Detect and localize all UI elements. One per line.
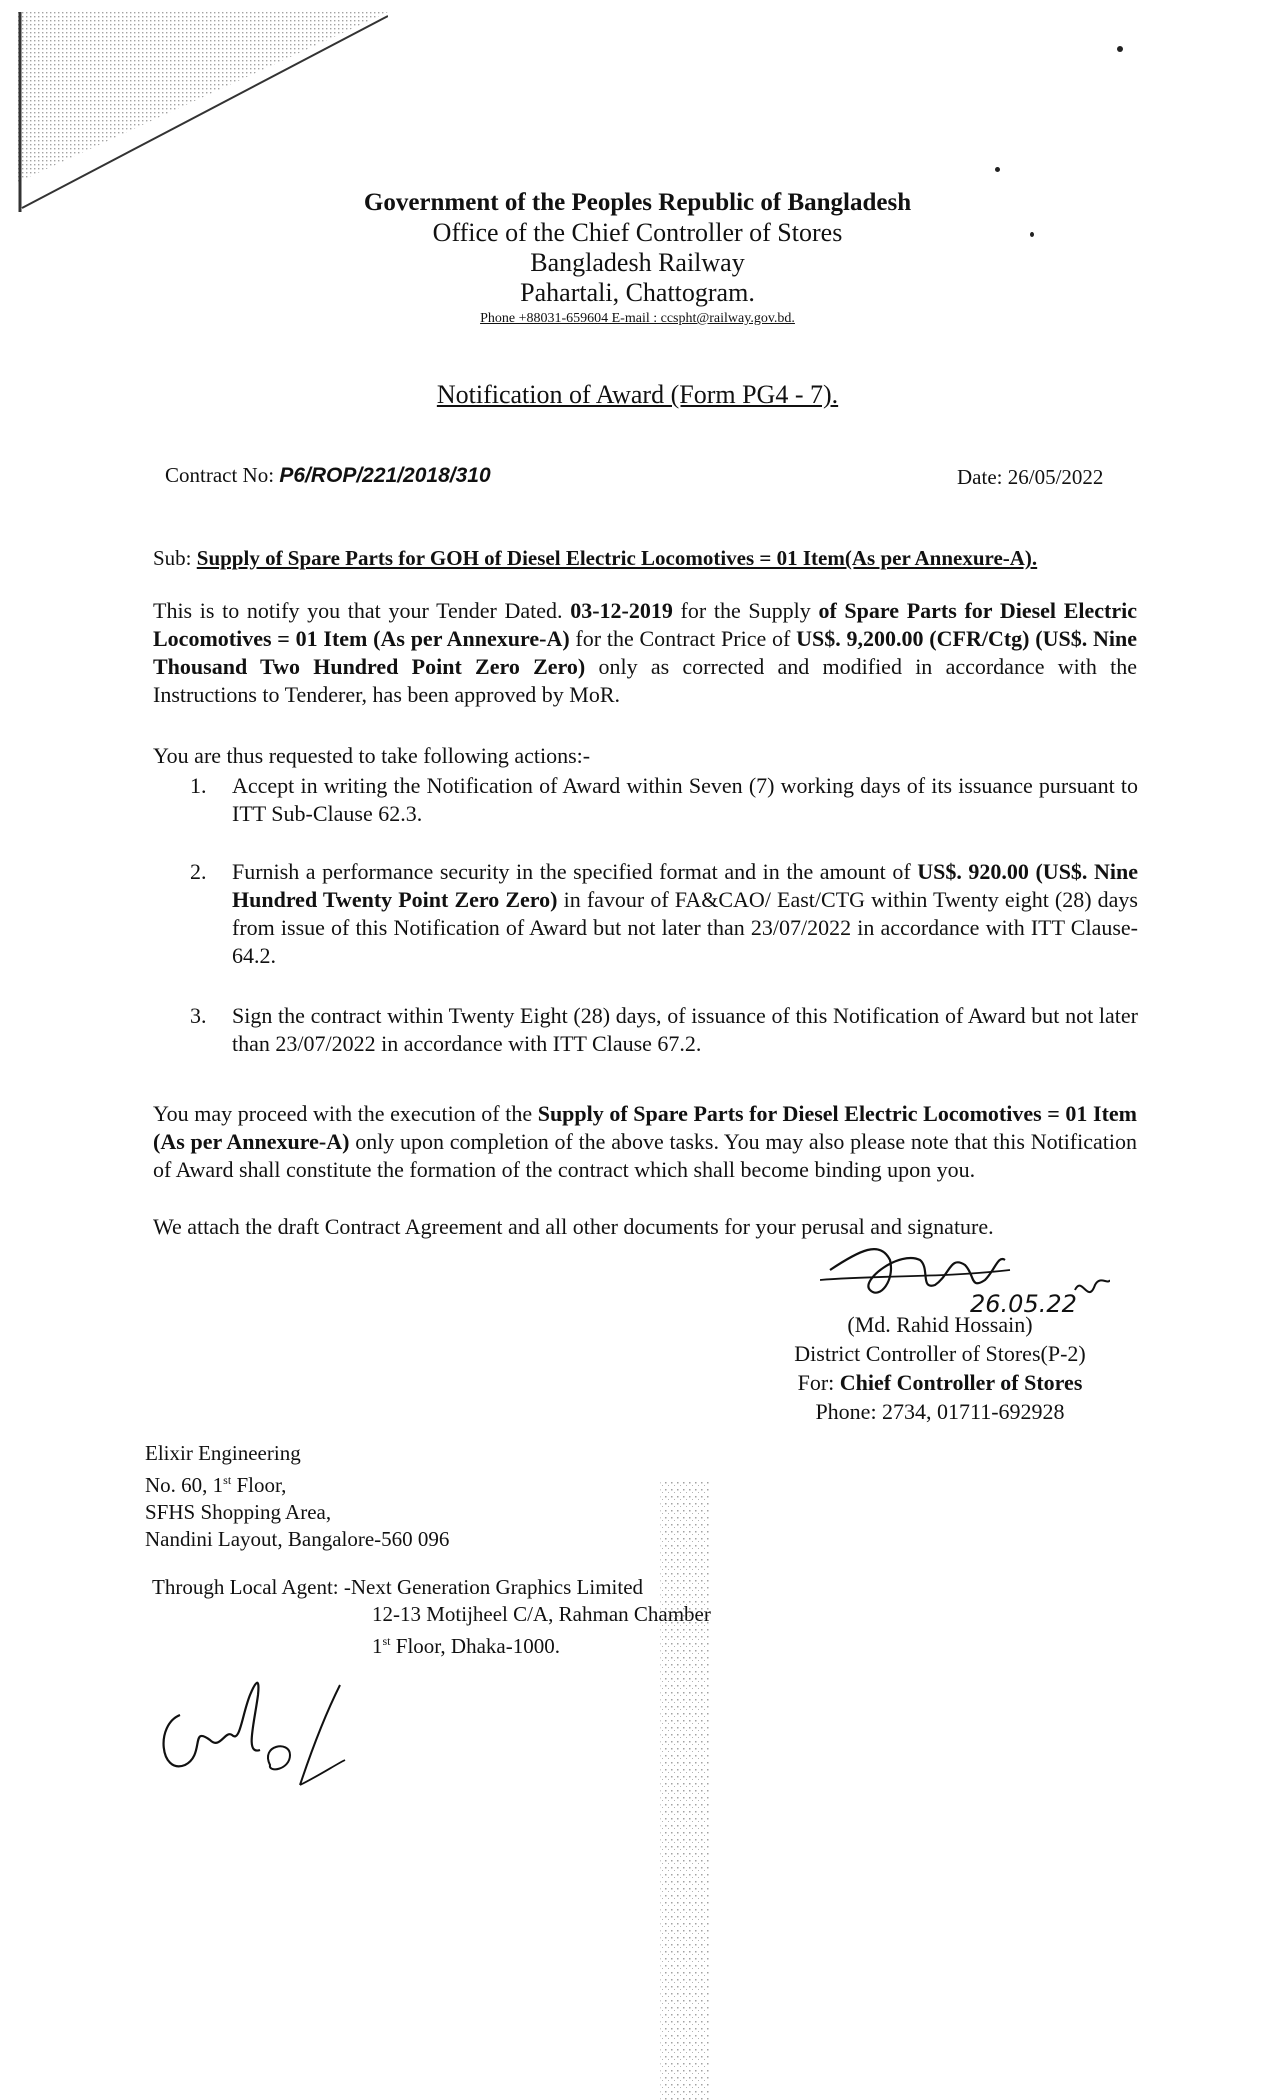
document-title: Notification of Award (Form PG4 - 7). [436,380,839,409]
local-agent-block [152,1574,711,1660]
contract-number [165,463,491,488]
list-item-number: 1. [190,773,207,798]
list-item [190,772,1138,828]
scan-speck [995,167,1000,172]
government-heading: Government of the Peoples Republic of Bangladesh [363,189,912,216]
document-date [957,465,1103,490]
signatory-block [760,1268,1120,1426]
contact-line: Phone +88031-659604 E-mail : ccspht@railway.gov.bd. [480,311,795,326]
text-run: for the Contract Price of [569,626,797,651]
for-label: For: [797,1370,840,1395]
addressee-block [145,1440,449,1553]
contract-number-value: P6/ROP/221/2018/310 [279,464,491,487]
subject-text: Supply of Spare Parts for GOH of Diesel Electric Locomotives = 01 Item(As per Annexure-A). [196,546,1038,570]
actions-intro: You are thus requested to take following actions:- [153,743,591,768]
text-run: only upon completion of the above tasks. You may also please note that this Notification of Award shall constitute the formation of the contract which shall become binding upon you. [153,1129,1137,1182]
list-item-text: Accept in writing the Notification of Award within Seven (7) working days of its issuance pursuant to ITT Sub-Clause 62.3. [232,773,1138,826]
text-run: Floor, [231,1473,287,1497]
text-run: st [382,1634,391,1648]
text-run: st [223,1473,232,1487]
signatory-name: (Md. Rahid Hossain) [847,1312,1033,1337]
location-heading: Pahartali, Chattogram. [520,278,755,307]
text-run: This is to notify you that your Tender Dated. [153,598,571,623]
text-run: 1 [372,1634,383,1658]
text-run: for the Supply [672,598,819,623]
supply-description: Supply of Spare Parts for Diesel Electric Locomotives = 01 Item (As per Annexure-A) [153,1101,1137,1154]
list-item [190,1002,1138,1058]
tender-date: 03-12-2019 [570,598,673,623]
signatory-on-behalf [760,1368,1120,1397]
text-run: only as corrected and modified in accordance with the Instructions to Tenderer, has been approved by MoR. [153,654,1137,707]
list-item-number: 2. [190,859,207,884]
addressee-line: Nandini Layout, Bangalore-560 096 [145,1527,450,1551]
addressee-name: Elixir Engineering [145,1441,301,1465]
list-item-number: 3. [190,1003,207,1028]
for-office: Chief Controller of Stores [839,1370,1083,1395]
subject-line [153,546,1138,571]
agent-line [152,1574,711,1601]
text-run: Furnish a performance security in the specified format and in the amount of [232,859,918,884]
security-amount: US$. 920.00 (US$. Nine Hundred Twenty Point Zero Zero) [232,859,1138,912]
organization-heading: Bangladesh Railway [530,248,745,277]
agent-name: Next Generation Graphics Limited [350,1575,644,1599]
signatory-designation: District Controller of Stores(P-2) [794,1341,1086,1366]
subject-label: Sub: [153,546,197,570]
date-label: Date: [957,465,1003,489]
text-run: No. 60, 1 [145,1473,224,1497]
text-run: in favour of FA&CAO/ East/CTG within Twenty eight (28) days from issue of this Notification of Award but not later than 23/07/2022 in accordance with ITT Clause-64.2. [232,887,1138,968]
list-item-text [232,858,1138,970]
signatory-phone: Phone: 2734, 01711-692928 [815,1399,1065,1424]
award-paragraph [153,597,1137,709]
text-run: You may proceed with the execution of the [153,1101,538,1126]
scan-noise [640,1480,740,2100]
agent-label: Through Local Agent: - [152,1575,351,1599]
handwritten-initials [150,1655,350,1795]
agent-line: 12-13 Motijheel C/A, Rahman Chamber [372,1602,711,1626]
signature-date: 26.05.22 [970,1290,1077,1318]
proceed-paragraph [153,1100,1137,1184]
text-run: Floor, Dhaka-1000. [390,1634,560,1658]
attachment-paragraph: We attach the draft Contract Agreement and all other documents for your perusal and signature. [153,1214,994,1239]
addressee-line: SFHS Shopping Area, [145,1500,332,1524]
contract-price: US$. 9,200.00 (CFR/Ctg) (US$. Nine Thousand Two Hundred Point Zero Zero) [153,626,1137,679]
letterhead [0,188,1275,328]
addressee-line [145,1467,449,1499]
list-item [190,858,1138,970]
office-heading: Office of the Chief Controller of Stores [432,218,843,247]
supply-description: of Spare Parts for Diesel Electric Locomotives = 01 Item (As per Annexure-A) [153,598,1137,651]
contract-label: Contract No: [165,463,280,487]
list-item-text: Sign the contract within Twenty Eight (28) days, of issuance of this Notification of Award but not later than 23/07/2022 in accordance with ITT Clause 67.2. [232,1003,1138,1056]
date-value: 26/05/2022 [1007,465,1104,489]
scan-speck [1117,46,1123,52]
